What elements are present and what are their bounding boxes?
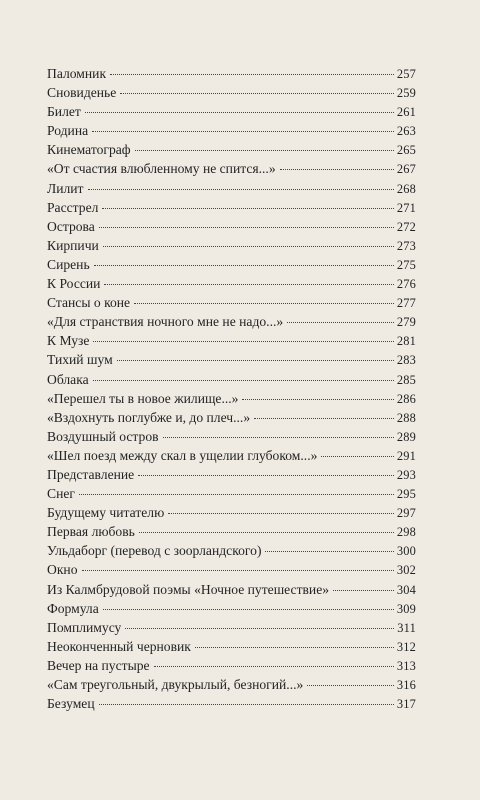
dot-leader bbox=[333, 590, 394, 591]
toc-entry bbox=[47, 370, 416, 389]
toc-entry-title: Окно bbox=[47, 562, 78, 578]
toc-entry-title: Неоконченный черновик bbox=[47, 638, 191, 654]
dot-leader bbox=[135, 150, 394, 151]
toc-entry bbox=[47, 427, 416, 446]
toc-entry bbox=[47, 236, 416, 255]
toc-entry bbox=[47, 656, 416, 675]
dot-leader bbox=[103, 609, 394, 610]
toc-entry-title: Будущему читателю bbox=[47, 505, 165, 521]
toc-entry-page-number: 293 bbox=[396, 467, 416, 482]
toc-entry-title: «Перешел ты в новое жилище...» bbox=[47, 390, 239, 406]
toc-entry-title: Сирень bbox=[47, 256, 90, 272]
dot-leader bbox=[102, 208, 393, 209]
toc-entry-page-number: 277 bbox=[396, 296, 416, 311]
toc-entry-title: «Вздохнуть поглубже и, до плеч...» bbox=[47, 409, 251, 425]
toc-entry-title: Тихий шум bbox=[47, 352, 113, 368]
toc-entry-page-number: 313 bbox=[396, 658, 416, 673]
toc-entry-page-number: 289 bbox=[396, 429, 416, 444]
toc-entry bbox=[47, 580, 416, 599]
toc-entry-title: Ульдаборг (перевод с зоорландского) bbox=[47, 543, 262, 559]
dot-leader bbox=[287, 322, 394, 323]
dot-leader bbox=[117, 360, 394, 361]
toc-entry bbox=[47, 217, 416, 236]
toc-entry-title: Расстрел bbox=[47, 199, 99, 215]
dot-leader bbox=[163, 437, 394, 438]
dot-leader bbox=[134, 303, 394, 304]
dot-leader bbox=[154, 666, 394, 667]
toc-entry-title: Вечер на пустыре bbox=[47, 657, 150, 673]
dot-leader bbox=[195, 647, 394, 648]
toc-entry bbox=[47, 599, 416, 618]
toc-entry-title: Воздушный остров bbox=[47, 428, 159, 444]
toc-entry-page-number: 273 bbox=[396, 238, 416, 253]
toc-entry-title: Безумец bbox=[47, 696, 95, 712]
toc-entry-page-number: 291 bbox=[396, 448, 416, 463]
toc-entry-title: «Для странствия ночного мне не надо...» bbox=[47, 314, 284, 330]
toc-entry bbox=[47, 389, 416, 408]
dot-leader bbox=[103, 246, 394, 247]
dot-leader bbox=[242, 399, 393, 400]
toc-entry-page-number: 267 bbox=[396, 162, 416, 177]
toc-entry-title: Первая любовь bbox=[47, 524, 135, 540]
toc-entry-page-number: 279 bbox=[396, 315, 416, 330]
toc-entry-page-number: 297 bbox=[396, 506, 416, 521]
toc-entry-page-number: 265 bbox=[396, 143, 416, 158]
toc-entry bbox=[47, 465, 416, 484]
dot-leader bbox=[93, 341, 393, 342]
dot-leader bbox=[82, 570, 394, 571]
toc-entry-page-number: 317 bbox=[396, 697, 416, 712]
toc-entry-page-number: 259 bbox=[396, 86, 416, 101]
toc-entry-page-number: 275 bbox=[396, 257, 416, 272]
toc-entry-title: К Музе bbox=[47, 333, 90, 349]
dot-leader bbox=[321, 456, 393, 457]
toc-entry-title: «От счастия влюбленному не спится...» bbox=[47, 161, 276, 177]
toc-entry-page-number: 302 bbox=[396, 563, 416, 578]
dot-leader bbox=[120, 93, 394, 94]
toc-entry-title: Представление bbox=[47, 466, 135, 482]
toc-entry-page-number: 283 bbox=[396, 353, 416, 368]
toc-entry bbox=[47, 198, 416, 217]
toc-entry-title: Стансы о коне bbox=[47, 295, 131, 311]
toc-entry bbox=[47, 350, 416, 369]
toc-entry-page-number: 311 bbox=[397, 620, 416, 635]
toc-entry bbox=[47, 503, 416, 522]
dot-leader bbox=[125, 628, 394, 629]
toc-entry bbox=[47, 179, 416, 198]
dot-leader bbox=[99, 704, 394, 705]
toc-entry-page-number: 261 bbox=[396, 105, 416, 120]
dot-leader bbox=[99, 227, 394, 228]
toc-entry bbox=[47, 140, 416, 159]
toc-entry bbox=[47, 293, 416, 312]
toc-entry-title: Родина bbox=[47, 123, 89, 139]
toc-entry-title: Из Калмбрудовой поэмы «Ночное путешествие» bbox=[47, 581, 330, 597]
toc-entry bbox=[47, 312, 416, 331]
dot-leader bbox=[265, 551, 393, 552]
toc-entry-page-number: 298 bbox=[396, 525, 416, 540]
toc-entry bbox=[47, 331, 416, 350]
toc-entry-page-number: 257 bbox=[396, 67, 416, 81]
toc-entry-title: Сновиденье bbox=[47, 85, 117, 101]
toc-entry-title: Билет bbox=[47, 104, 81, 120]
toc-entry-page-number: 276 bbox=[396, 277, 416, 292]
dot-leader bbox=[94, 265, 394, 266]
toc-entry-title: Формула bbox=[47, 600, 99, 616]
dot-leader bbox=[93, 380, 394, 381]
dot-leader bbox=[79, 494, 394, 495]
toc-entry-title: К России bbox=[47, 276, 101, 292]
toc-entry bbox=[47, 694, 416, 713]
toc-entry bbox=[47, 83, 416, 102]
toc-entry bbox=[47, 446, 416, 465]
dot-leader bbox=[88, 189, 394, 190]
toc-entry bbox=[47, 560, 416, 579]
toc-entry-page-number: 281 bbox=[396, 334, 416, 349]
toc-entry-title: Острова bbox=[47, 218, 95, 234]
toc-entry-page-number: 263 bbox=[396, 124, 416, 139]
dot-leader bbox=[254, 418, 394, 419]
dot-leader bbox=[139, 532, 394, 533]
toc-entry bbox=[47, 102, 416, 121]
toc-entry bbox=[47, 675, 416, 694]
toc-entry bbox=[47, 121, 416, 140]
table-of-contents bbox=[47, 64, 416, 713]
dot-leader bbox=[307, 685, 394, 686]
toc-entry-page-number: 268 bbox=[396, 181, 416, 196]
toc-entry-title: Лилит bbox=[47, 180, 84, 196]
toc-entry bbox=[47, 64, 416, 83]
toc-entry bbox=[47, 541, 416, 560]
toc-entry bbox=[47, 255, 416, 274]
toc-entry bbox=[47, 159, 416, 178]
dot-leader bbox=[110, 74, 394, 75]
dot-leader bbox=[168, 513, 394, 514]
dot-leader bbox=[280, 169, 394, 170]
dot-leader bbox=[85, 112, 394, 113]
toc-entry-title: Паломник bbox=[47, 66, 107, 81]
toc-entry bbox=[47, 484, 416, 503]
dot-leader bbox=[104, 284, 393, 285]
toc-entry-title: Снег bbox=[47, 486, 75, 502]
toc-entry-page-number: 272 bbox=[396, 219, 416, 234]
toc-entry-page-number: 295 bbox=[396, 487, 416, 502]
toc-entry bbox=[47, 522, 416, 541]
toc-entry-page-number: 300 bbox=[396, 544, 416, 559]
toc-entry-title: Облака bbox=[47, 371, 89, 387]
toc-entry-title: «Шел поезд между скал в ущелии глубоком...» bbox=[47, 447, 318, 463]
toc-entry-page-number: 271 bbox=[396, 200, 416, 215]
toc-entry bbox=[47, 408, 416, 427]
toc-entry-title: Помплимусу bbox=[47, 619, 122, 635]
toc-entry-page-number: 304 bbox=[396, 582, 416, 597]
toc-entry-page-number: 288 bbox=[396, 410, 416, 425]
toc-entry bbox=[47, 274, 416, 293]
toc-entry bbox=[47, 637, 416, 656]
toc-entry-title: Кирпичи bbox=[47, 237, 99, 253]
toc-entry-page-number: 316 bbox=[396, 678, 416, 692]
toc-entry-page-number: 286 bbox=[396, 391, 416, 406]
toc-entry-title: Кинематограф bbox=[47, 142, 131, 158]
dot-leader bbox=[138, 475, 394, 476]
toc-entry-title: «Сам треугольный, двукрылый, безногий...» bbox=[47, 677, 304, 692]
dot-leader bbox=[92, 131, 394, 132]
toc-entry-page-number: 312 bbox=[396, 639, 416, 654]
toc-entry-page-number: 285 bbox=[396, 372, 416, 387]
toc-entry bbox=[47, 618, 416, 637]
toc-entry-page-number: 309 bbox=[396, 601, 416, 616]
